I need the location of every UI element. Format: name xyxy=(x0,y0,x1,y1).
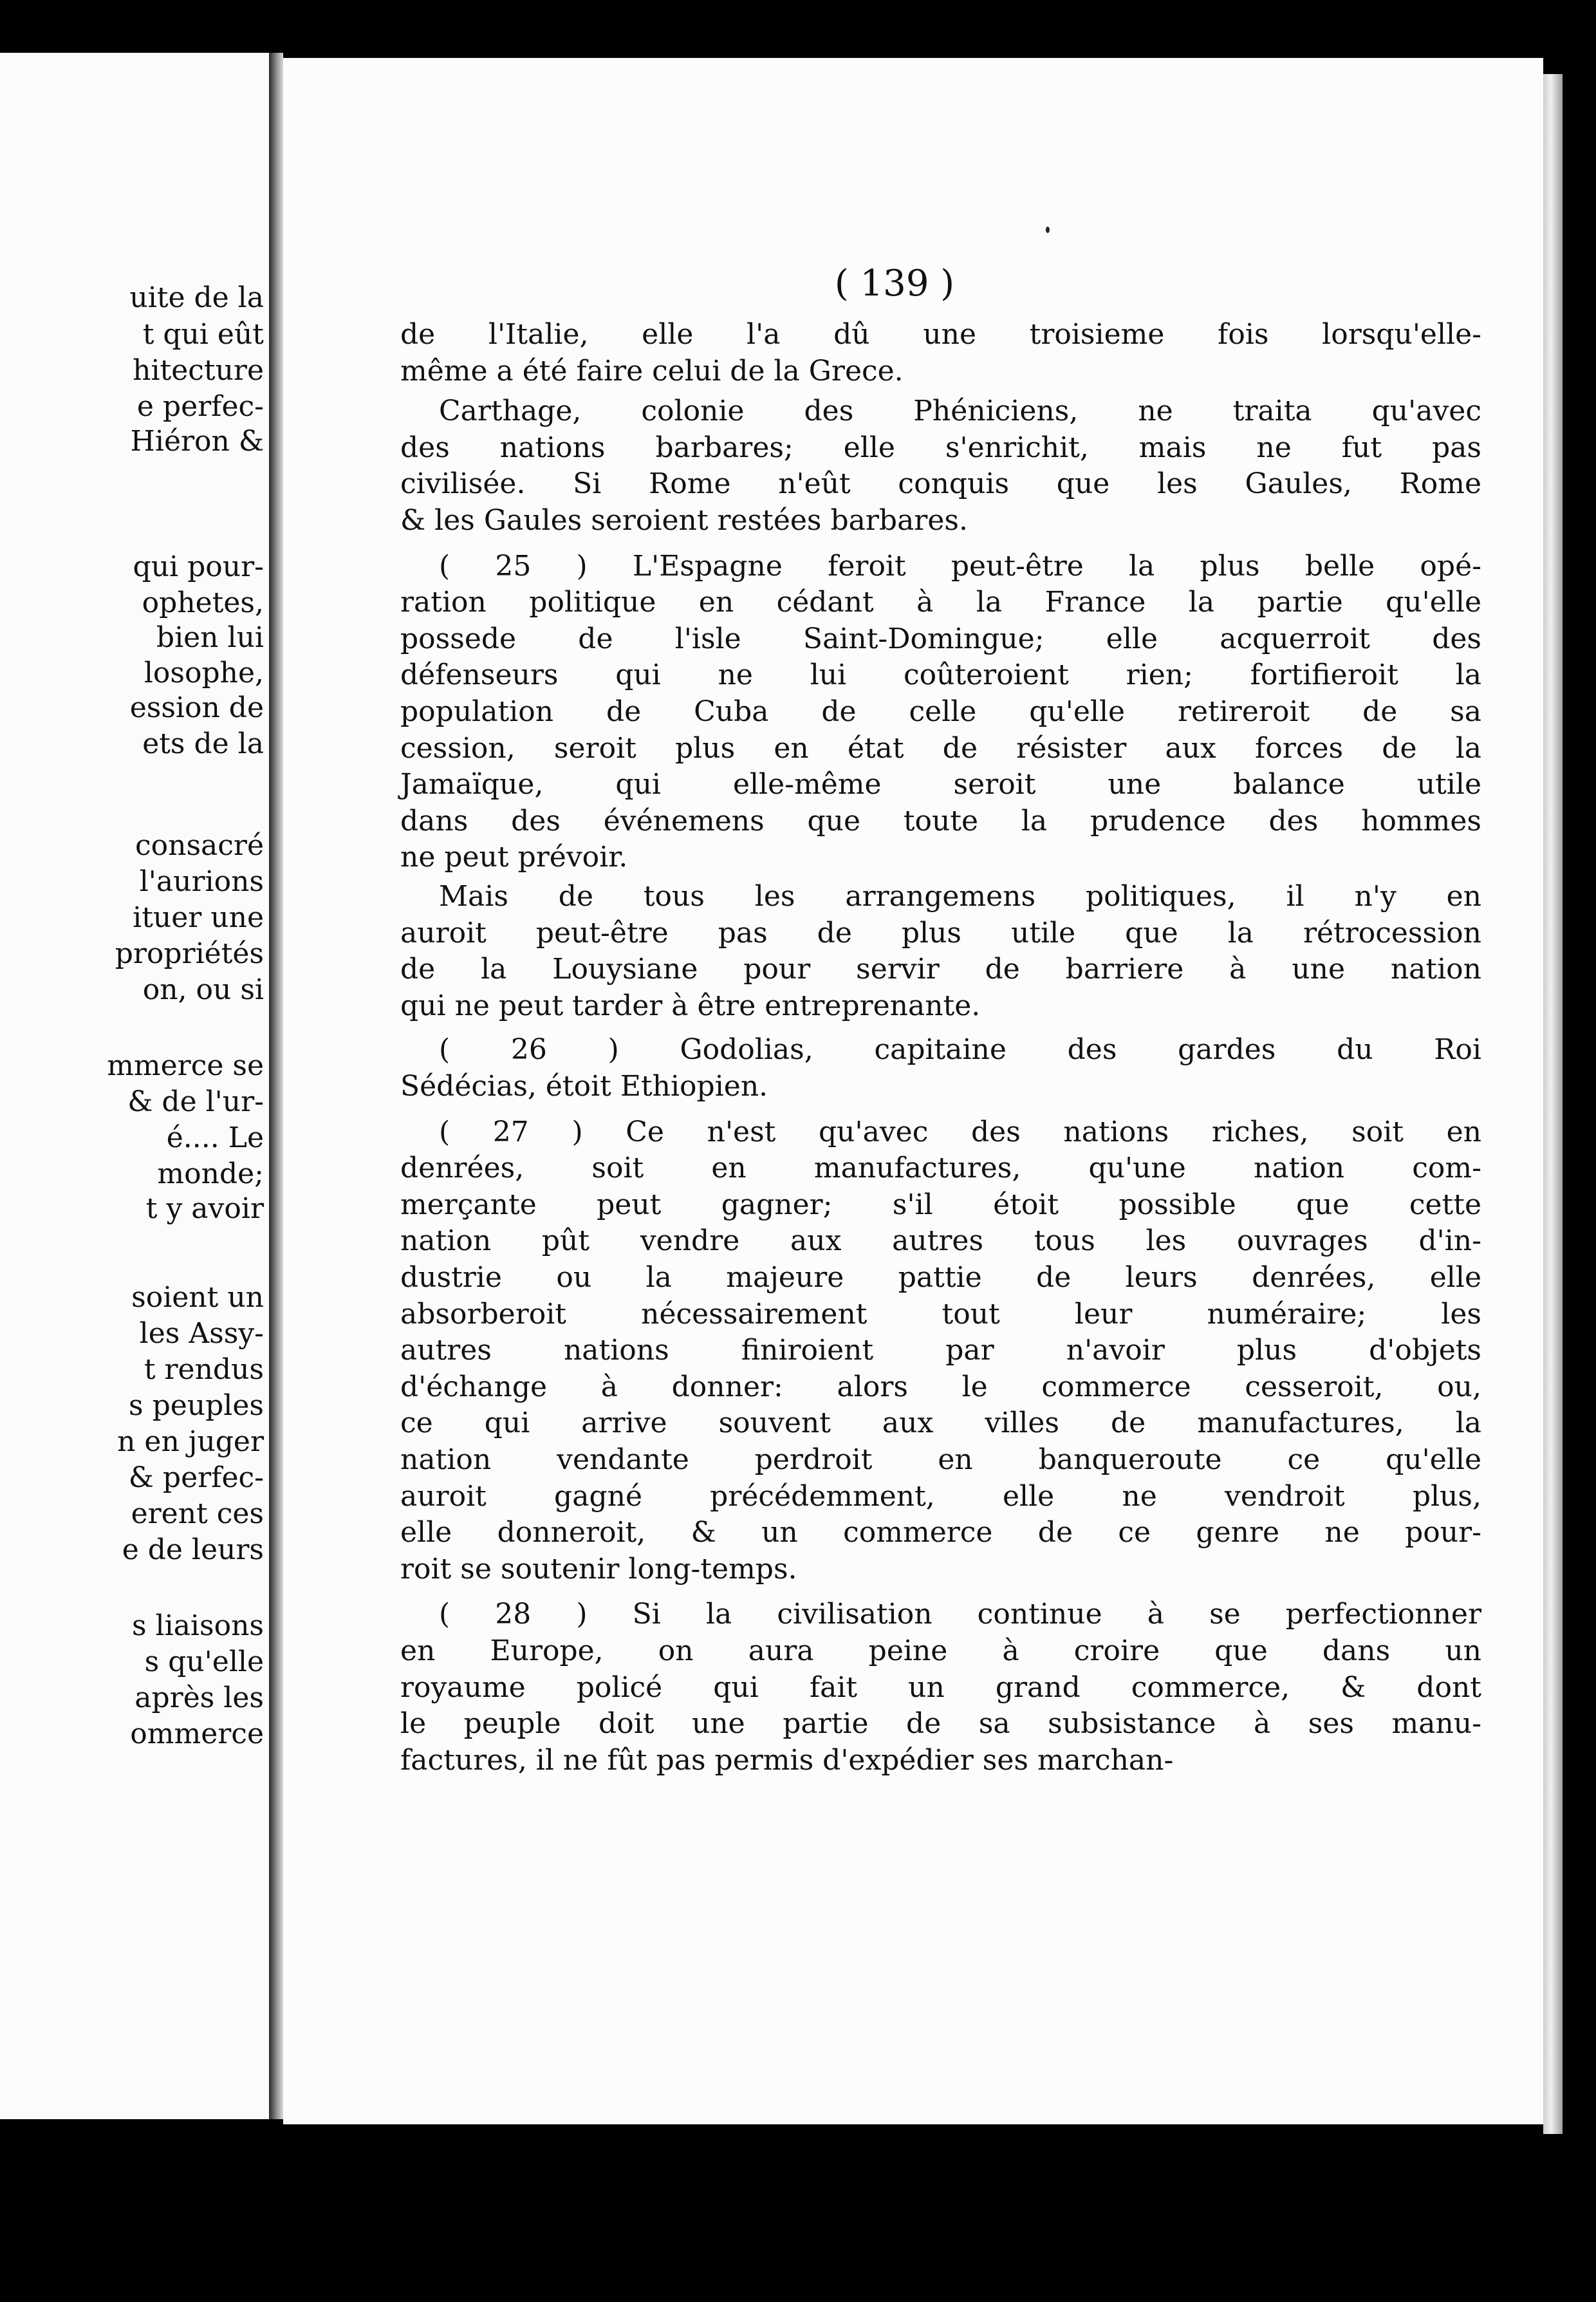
left-page-line: t y avoir xyxy=(145,1192,264,1225)
left-page-line: ituer une xyxy=(133,901,264,934)
text-line: & les Gaules seroient restées barbares. xyxy=(400,504,968,537)
text-line: absorberoit nécessairement tout leur numéraire; les xyxy=(400,1298,1481,1331)
right-page xyxy=(283,58,1543,2124)
text-line: dustrie ou la majeure pattie de leurs denrées, elle xyxy=(400,1261,1481,1294)
left-page-line: monde; xyxy=(157,1157,264,1190)
left-page-line: ommerce xyxy=(130,1717,264,1750)
text-line: merçante peut gagner; s'il étoit possible que cette xyxy=(400,1188,1481,1221)
text-line: ne peut prévoir. xyxy=(400,841,628,874)
text-line: Mais de tous les arrangemens politiques, il n'y en xyxy=(439,880,1481,913)
left-page-line: t qui eût xyxy=(142,318,264,351)
left-page-line: Hiéron & xyxy=(130,425,264,458)
left-page-line: e perfec- xyxy=(136,390,264,423)
text-line: ( 27 ) Ce n'est qu'avec des nations riches, soit en xyxy=(439,1116,1481,1148)
text-line: cession, seroit plus en état de résister aux forces de la xyxy=(400,732,1481,765)
left-page-line: les Assy- xyxy=(139,1317,264,1350)
text-line: qui ne peut tarder à être entreprenante. xyxy=(400,989,981,1022)
left-page-line: s liaisons xyxy=(131,1609,264,1642)
left-page-line: hitecture xyxy=(133,354,264,387)
book-gutter xyxy=(269,53,283,2119)
left-page-line: ets de la xyxy=(142,727,264,760)
page-edge xyxy=(1543,74,1563,2134)
text-line: même a été faire celui de la Grece. xyxy=(400,355,904,388)
text-line: elle donneroit, & un commerce de ce genre ne pour- xyxy=(400,1516,1481,1549)
text-line: population de Cuba de celle qu'elle retireroit de sa xyxy=(400,695,1481,728)
text-line: de la Louysiane pour servir de barriere à une nation xyxy=(400,953,1481,986)
text-line: Jamaïque, qui elle-même seroit une balance utile xyxy=(400,768,1481,801)
left-page-fragment xyxy=(0,53,269,2119)
left-page-line: après les xyxy=(135,1681,264,1714)
left-page-line: & de l'ur- xyxy=(127,1085,264,1118)
left-page-line: t rendus xyxy=(144,1353,264,1386)
left-page-line: é.... Le xyxy=(166,1121,264,1154)
text-line: civilisée. Si Rome n'eût conquis que les Gaules, Rome xyxy=(400,467,1481,500)
text-line: auroit gagné précédemment, elle ne vendroit plus, xyxy=(400,1480,1481,1513)
text-line: roit se soutenir long-temps. xyxy=(400,1553,797,1586)
text-line: nation vendante perdroit en banqueroute ce qu'elle xyxy=(400,1443,1481,1476)
left-page-line: losophe, xyxy=(144,657,264,689)
text-line: nation pût vendre aux autres tous les ouvrages d'in- xyxy=(400,1224,1481,1257)
text-line: ce qui arrive souvent aux villes de manufactures, la xyxy=(400,1407,1481,1439)
left-page-line: l'aurions xyxy=(139,865,264,898)
left-page-line: mmerce se xyxy=(107,1049,264,1082)
text-line: dans des événemens que toute la prudence des hommes xyxy=(400,805,1481,838)
left-page-line: on, ou si xyxy=(142,973,264,1006)
left-page-line: & perfec- xyxy=(128,1461,264,1494)
text-line: auroit peut-être pas de plus utile que la rétrocession xyxy=(400,917,1481,950)
left-page-line: s peuples xyxy=(129,1389,264,1422)
text-line: défenseurs qui ne lui coûteroient rien; fortifieroit la xyxy=(400,659,1481,691)
page-number: ( 139 ) xyxy=(834,263,955,304)
left-page-line: e de leurs xyxy=(122,1533,264,1566)
text-line: ( 26 ) Godolias, capitaine des gardes du Roi xyxy=(439,1033,1481,1066)
ink-speck xyxy=(1046,227,1050,233)
left-page-line: n en juger xyxy=(117,1425,264,1458)
text-line: en Europe, on aura peine à croire que dans un xyxy=(400,1634,1481,1667)
text-line: le peuple doit une partie de sa subsistance à ses manu- xyxy=(400,1707,1481,1740)
text-line: des nations barbares; elle s'enrichit, mais ne fut pas xyxy=(400,431,1481,464)
text-line: ration politique en cédant à la France la partie qu'elle xyxy=(400,586,1481,619)
left-page-line: consacré xyxy=(135,829,264,862)
text-line: possede de l'isle Saint-Domingue; elle acquerroit des xyxy=(400,622,1481,655)
text-line: factures, il ne fût pas permis d'expédier ses marchan- xyxy=(400,1744,1174,1777)
left-page-line: soient un xyxy=(131,1281,264,1314)
left-page-line: s qu'elle xyxy=(144,1645,264,1678)
text-line: Sédécias, étoit Ethiopien. xyxy=(400,1070,768,1103)
left-page-line: propriétés xyxy=(115,937,264,970)
text-line: denrées, soit en manufactures, qu'une nation com- xyxy=(400,1152,1481,1184)
text-line: d'échange à donner: alors le commerce cesseroit, ou, xyxy=(400,1371,1481,1403)
text-line: royaume policé qui fait un grand commerce, & dont xyxy=(400,1671,1481,1704)
text-line: de l'Italie, elle l'a dû une troisieme fois lorsqu'elle- xyxy=(400,318,1481,351)
text-line: ( 25 ) L'Espagne feroit peut-être la plus belle opé- xyxy=(439,550,1481,583)
left-page-line: ophetes, xyxy=(142,586,264,619)
left-page-line: bien lui xyxy=(156,621,264,654)
left-page-line: ession de xyxy=(129,691,264,724)
left-page-line: uite de la xyxy=(129,281,264,314)
text-line: ( 28 ) Si la civilisation continue à se perfectionner xyxy=(439,1598,1481,1631)
left-page-line: erent ces xyxy=(131,1497,264,1530)
text-line: Carthage, colonie des Phéniciens, ne traita qu'avec xyxy=(439,395,1481,427)
text-line: autres nations finiroient par n'avoir plus d'objets xyxy=(400,1334,1481,1367)
left-page-line: qui pour- xyxy=(133,550,264,583)
